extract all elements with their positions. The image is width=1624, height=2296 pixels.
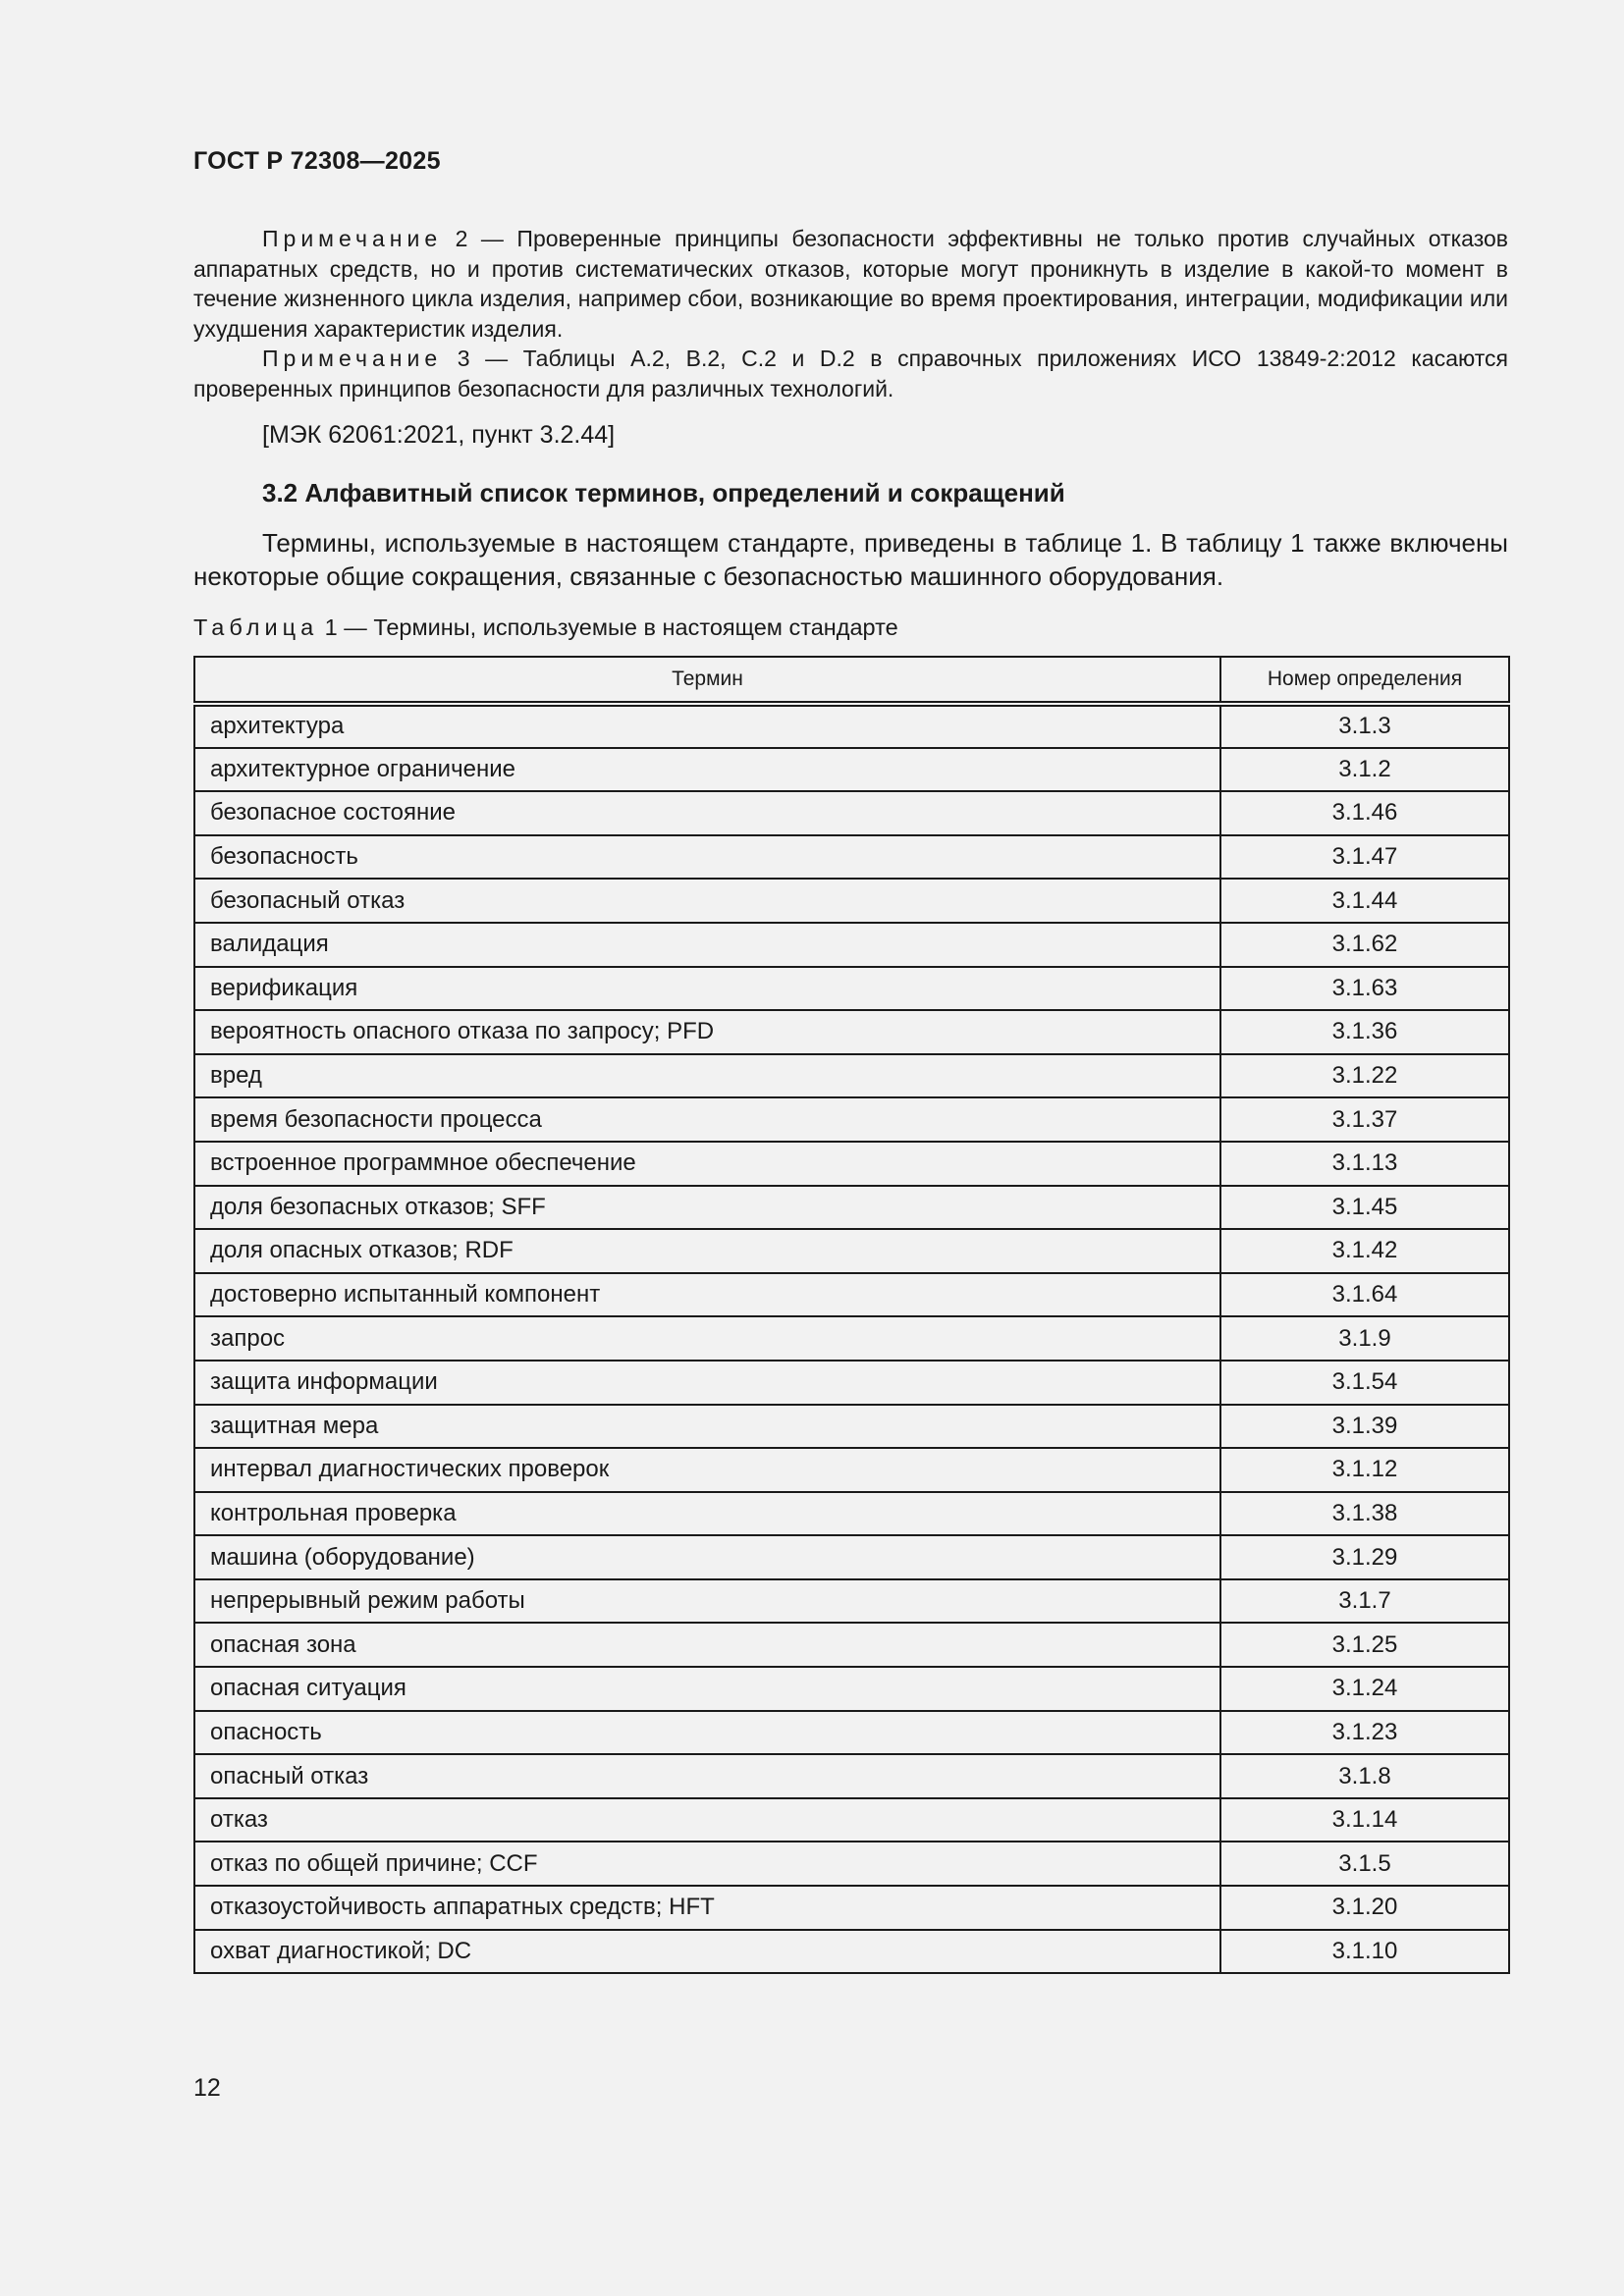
definition-number-cell: 3.1.36 [1220,1010,1509,1054]
term-cell: архитектурное ограничение [194,748,1220,792]
table-row [194,1754,1509,1798]
term-cell: интервал диагностических проверок [194,1448,1220,1492]
table-row [194,1097,1509,1142]
definition-number-cell: 3.1.2 [1220,748,1509,792]
definition-number-cell: 3.1.64 [1220,1273,1509,1317]
document-code: ГОСТ Р 72308—2025 [193,147,441,175]
definition-number-cell: 3.1.39 [1220,1405,1509,1449]
table-caption [193,614,898,641]
definition-number-cell: 3.1.23 [1220,1711,1509,1755]
definition-number-cell: 3.1.12 [1220,1448,1509,1492]
notes-block [193,224,1508,403]
term-cell: защита информации [194,1361,1220,1405]
term-cell: охват диагностикой; DC [194,1930,1220,1974]
definition-number-cell: 3.1.8 [1220,1754,1509,1798]
definition-number-cell: 3.1.25 [1220,1623,1509,1667]
table-row [194,1886,1509,1930]
terms-table [193,656,1510,1974]
term-cell: отказ [194,1798,1220,1842]
table-row [194,1535,1509,1579]
note-text: 3 — Таблицы A.2, B.2, C.2 и D.2 в справочных приложениях ИСО 13849-2:2012 касаются проверенных принципов безопасности для различных технологий. [193,346,1508,401]
definition-number-cell: 3.1.20 [1220,1886,1509,1930]
term-cell: архитектура [194,704,1220,748]
definition-number-cell: 3.1.13 [1220,1142,1509,1186]
table-row [194,1579,1509,1624]
definition-number-cell: 3.1.45 [1220,1186,1509,1230]
definition-number-cell: 3.1.47 [1220,835,1509,880]
table-row [194,704,1509,748]
table-row [194,1186,1509,1230]
term-cell: безопасное состояние [194,791,1220,835]
table-row [194,1405,1509,1449]
definition-number-cell: 3.1.62 [1220,923,1509,967]
column-header-term: Термин [194,657,1220,704]
table-caption-text: 1 — Термины, используемые в настоящем стандарте [318,614,898,640]
term-cell: время безопасности процесса [194,1097,1220,1142]
section-title: 3.2 Алфавитный список терминов, определений и сокращений [262,478,1065,507]
table-body [194,704,1509,1973]
term-cell: достоверно испытанный компонент [194,1273,1220,1317]
table-row [194,1010,1509,1054]
table-row [194,1361,1509,1405]
term-cell: опасность [194,1711,1220,1755]
table-row [194,1448,1509,1492]
definition-number-cell: 3.1.7 [1220,1579,1509,1624]
definition-number-cell: 3.1.38 [1220,1492,1509,1536]
term-cell: опасная зона [194,1623,1220,1667]
definition-number-cell: 3.1.10 [1220,1930,1509,1974]
table-caption-label: Таблица [193,614,319,640]
table-row [194,1623,1509,1667]
note-label: Примечание [262,346,443,371]
table-row [194,1273,1509,1317]
definition-number-cell: 3.1.63 [1220,967,1509,1011]
term-cell: опасная ситуация [194,1667,1220,1711]
column-header-definition-number: Номер определения [1220,657,1509,704]
term-cell: контрольная проверка [194,1492,1220,1536]
term-cell: машина (оборудование) [194,1535,1220,1579]
term-cell: вероятность опасного отказа по запросу; PFD [194,1010,1220,1054]
table-row [194,1054,1509,1098]
note-label: Примечание [262,226,443,251]
term-cell: запрос [194,1316,1220,1361]
term-cell: отказоустойчивость аппаратных средств; HFT [194,1886,1220,1930]
table-row [194,967,1509,1011]
table-row [194,1842,1509,1886]
table-row [194,1930,1509,1974]
term-cell: непрерывный режим работы [194,1579,1220,1624]
note-text: 2 — Проверенные принципы безопасности эффективны не только против случайных отказов аппаратных средств, но и против систематических отказов, которые могут проникнуть в изделие в какой-то момент в течение жизненного цикла изделия, например сбои, возникающие во время проектирования, интеграции, модификации или ухудшения характеристик изделия. [193,226,1508,342]
table-header-row [194,657,1509,704]
term-cell: встроенное программное обеспечение [194,1142,1220,1186]
term-cell: валидация [194,923,1220,967]
term-cell: защитная мера [194,1405,1220,1449]
term-cell: безопасность [194,835,1220,880]
term-cell: вред [194,1054,1220,1098]
definition-number-cell: 3.1.14 [1220,1798,1509,1842]
definition-number-cell: 3.1.37 [1220,1097,1509,1142]
table-row [194,791,1509,835]
table-row [194,1711,1509,1755]
definition-number-cell: 3.1.42 [1220,1229,1509,1273]
definition-number-cell: 3.1.3 [1220,704,1509,748]
term-cell: безопасный отказ [194,879,1220,923]
definition-number-cell: 3.1.44 [1220,879,1509,923]
definition-number-cell: 3.1.24 [1220,1667,1509,1711]
definition-number-cell: 3.1.22 [1220,1054,1509,1098]
definition-number-cell: 3.1.54 [1220,1361,1509,1405]
definition-number-cell: 3.1.46 [1220,791,1509,835]
term-cell: отказ по общей причине; CCF [194,1842,1220,1886]
section-intro: Термины, используемые в настоящем стандарте, приведены в таблице 1. В таблицу 1 также включены некоторые общие сокращения, связанные с безопасностью машинного оборудования. [193,528,1508,591]
definition-number-cell: 3.1.9 [1220,1316,1509,1361]
term-cell: верификация [194,967,1220,1011]
table-row [194,1142,1509,1186]
table-row [194,748,1509,792]
table-row [194,835,1509,880]
term-cell: опасный отказ [194,1754,1220,1798]
table-row [194,923,1509,967]
definition-number-cell: 3.1.29 [1220,1535,1509,1579]
definition-number-cell: 3.1.5 [1220,1842,1509,1886]
table-row [194,1492,1509,1536]
table-row [194,1667,1509,1711]
table-row [194,1316,1509,1361]
term-cell: доля опасных отказов; RDF [194,1229,1220,1273]
note-3 [193,344,1508,403]
table-row [194,879,1509,923]
table-row [194,1229,1509,1273]
table-row [194,1798,1509,1842]
page-number: 12 [193,2074,221,2102]
source-reference: [МЭК 62061:2021, пункт 3.2.44] [262,421,616,449]
note-2 [193,224,1508,344]
term-cell: доля безопасных отказов; SFF [194,1186,1220,1230]
